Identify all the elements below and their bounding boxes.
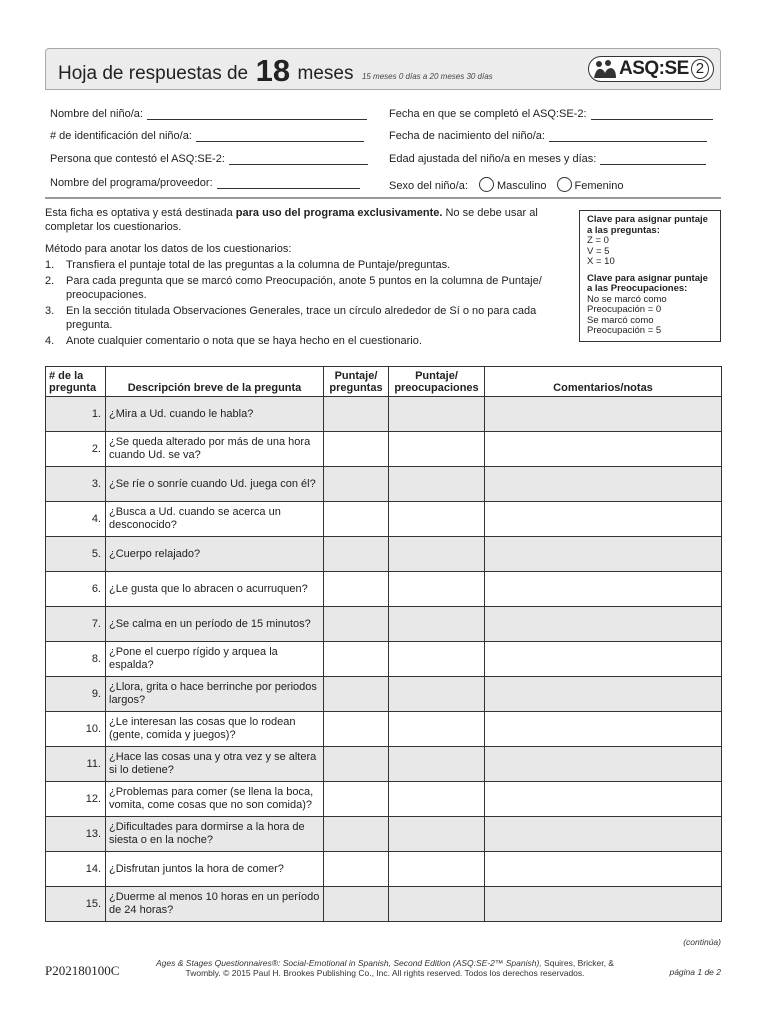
table-row [46, 432, 722, 467]
question-number: 14. [46, 852, 106, 887]
intro-text-end: No se debe usar al completar los cuestionarios. [45, 207, 538, 233]
child-name-field[interactable] [50, 108, 367, 120]
col-header-description: Descripción breve de la pregunta [106, 367, 324, 397]
step-item [45, 304, 570, 332]
question-number: 15. [46, 887, 106, 922]
score-concerns-cell[interactable] [389, 502, 485, 537]
question-description: ¿Se ríe o sonríe cuando Ud. juega con él? [106, 467, 324, 502]
score-concerns-cell[interactable] [389, 537, 485, 572]
key-concerns-title: Clave para asignar puntaje a las Preocupaciones: [587, 272, 708, 294]
question-description: ¿Problemas para comer (se llena la boca, vomita, come cosas que no son comida)? [106, 782, 324, 817]
score-questions-cell[interactable] [324, 467, 389, 502]
question-description: ¿Duerme al menos 10 horas en un período de 24 horas? [106, 887, 324, 922]
page-title [58, 53, 493, 89]
score-concerns-cell[interactable] [389, 782, 485, 817]
table-row [46, 607, 722, 642]
question-description: ¿Disfrutan juntos la hora de comer? [106, 852, 324, 887]
method-title: Método para anotar los datos de los cuestionarios: [45, 243, 292, 255]
comments-cell[interactable] [485, 432, 722, 467]
adjusted-age-label: Edad ajustada del niño/a en meses y días: [389, 153, 597, 165]
citation-title: Ages & Stages Questionnaires®: Social-Emotional in Spanish, Second Edition (ASQ:SE-2™ Spanish), [156, 958, 542, 968]
score-questions-cell[interactable] [324, 887, 389, 922]
score-questions-cell[interactable] [324, 502, 389, 537]
title-months-word: meses [297, 63, 354, 84]
step-text: Para cada pregunta que se marcó como Preocupación, anote 5 puntos en la columna de Puntaje/ preocupaciones. [66, 275, 542, 301]
table-header-row [46, 367, 722, 397]
step-item [45, 334, 570, 348]
score-questions-cell[interactable] [324, 782, 389, 817]
question-number: 3. [46, 467, 106, 502]
key-concern-line: Preocupación = 5 [587, 325, 662, 336]
instructions [45, 206, 570, 350]
score-questions-cell[interactable] [324, 817, 389, 852]
question-description: ¿Cuerpo relajado? [106, 537, 324, 572]
key-concern-line: Preocupación = 0 [587, 304, 662, 315]
step-number: 4. [45, 335, 55, 347]
sex-label: Sexo del niño/a: [389, 180, 468, 192]
male-radio[interactable] [479, 177, 494, 192]
score-concerns-cell[interactable] [389, 607, 485, 642]
question-description: ¿Se calma en un período de 15 minutos? [106, 607, 324, 642]
score-questions-cell[interactable] [324, 712, 389, 747]
col-header-score-concerns: Puntaje/ preocupaciones [389, 367, 485, 397]
form-code: P202180100C [45, 963, 120, 978]
birth-date-field[interactable] [389, 130, 707, 142]
question-description: ¿Busca a Ud. cuando se acerca un desconocido? [106, 502, 324, 537]
date-completed-label: Fecha en que se completó el ASQ:SE-2: [389, 108, 587, 120]
score-concerns-cell[interactable] [389, 852, 485, 887]
copyright-citation [150, 958, 620, 978]
question-number: 2. [46, 432, 106, 467]
table-row [46, 397, 722, 432]
question-description: ¿Dificultades para dormirse a la hora de siesta o en la noche? [106, 817, 324, 852]
question-number: 13. [46, 817, 106, 852]
child-id-label: # de identificación del niño/a: [50, 130, 192, 142]
question-number: 8. [46, 642, 106, 677]
respondent-field[interactable] [50, 153, 368, 165]
table-row [46, 537, 722, 572]
child-id-line[interactable] [196, 131, 364, 142]
program-line[interactable] [217, 178, 360, 189]
date-completed-line[interactable] [591, 109, 713, 120]
step-number: 3. [45, 305, 55, 317]
col-header-number: # de la pregunta [46, 367, 106, 397]
question-number: 5. [46, 537, 106, 572]
comments-cell[interactable] [485, 467, 722, 502]
score-concerns-cell[interactable] [389, 712, 485, 747]
question-number: 4. [46, 502, 106, 537]
score-questions-cell[interactable] [324, 572, 389, 607]
respondent-line[interactable] [229, 154, 368, 165]
sex-field [389, 177, 623, 192]
table-row [46, 782, 722, 817]
score-questions-cell[interactable] [324, 397, 389, 432]
intro-paragraph [45, 206, 570, 234]
score-questions-cell[interactable] [324, 852, 389, 887]
step-text: Anote cualquier comentario o nota que se haya hecho en el cuestionario. [66, 335, 422, 347]
question-description: ¿Le interesan las cosas que lo rodean (gente, comida y juegos)? [106, 712, 324, 747]
program-label: Nombre del programa/proveedor: [50, 177, 213, 189]
question-number: 6. [46, 572, 106, 607]
table-row [46, 677, 722, 712]
adjusted-age-line[interactable] [600, 154, 706, 165]
score-concerns-cell[interactable] [389, 642, 485, 677]
steps-list [45, 258, 570, 348]
score-questions-cell[interactable] [324, 747, 389, 782]
key-v: V = 5 [587, 245, 610, 257]
table-row [46, 467, 722, 502]
question-number: 11. [46, 747, 106, 782]
age-range: 15 meses 0 días a 20 meses 30 días [361, 72, 493, 81]
score-concerns-cell[interactable] [389, 432, 485, 467]
question-number: 7. [46, 607, 106, 642]
respondent-label: Persona que contestó el ASQ:SE-2: [50, 153, 225, 165]
title-prefix: Hoja de respuestas de [58, 63, 249, 84]
comments-cell[interactable] [485, 782, 722, 817]
score-questions-cell[interactable] [324, 537, 389, 572]
female-label: Femenino [574, 180, 624, 192]
comments-cell[interactable] [485, 852, 722, 887]
citation-text: Squires, Bricker, & Twombly. © 2015 Paul H. Brookes Publishing Co., Inc. All rights reserved. Todos los derechos reservados. [185, 958, 614, 978]
page-header [45, 48, 721, 90]
intro-text-start: Esta ficha es optativa y está destinada [45, 207, 236, 219]
score-concerns-cell[interactable] [389, 887, 485, 922]
birth-date-line[interactable] [549, 131, 707, 142]
score-concerns-cell[interactable] [389, 817, 485, 852]
key-questions-title: Clave para asignar puntaje a las preguntas: [587, 214, 708, 236]
intro-text-bold: para uso del programa exclusivamente. [235, 207, 443, 219]
question-description: ¿Hace las cosas una y otra vez y se altera si lo detiene? [106, 747, 324, 782]
step-text: Transfiera el puntaje total de las preguntas a la columna de Puntaje/preguntas. [66, 259, 451, 271]
comments-cell[interactable] [485, 642, 722, 677]
asq-se2-logo [588, 56, 714, 82]
step-item [45, 274, 570, 302]
table-row [46, 852, 722, 887]
child-name-label: Nombre del niño/a: [50, 108, 143, 120]
comments-cell[interactable] [485, 397, 722, 432]
score-concerns-cell[interactable] [389, 397, 485, 432]
key-x: X = 10 [587, 256, 615, 267]
comments-cell[interactable] [485, 712, 722, 747]
question-description: ¿Se queda alterado por más de una hora cuando Ud. se va? [106, 432, 324, 467]
score-concerns-cell[interactable] [389, 467, 485, 502]
table-row [46, 817, 722, 852]
child-name-line[interactable] [147, 109, 367, 120]
question-number: 10. [46, 712, 106, 747]
score-concerns-cell[interactable] [389, 677, 485, 712]
col-header-comments: Comentarios/notas [485, 367, 722, 397]
question-description: ¿Le gusta que lo abracen o acurruquen? [106, 572, 324, 607]
logo-text: ASQ:SE [619, 58, 689, 79]
date-completed-field[interactable] [389, 108, 713, 120]
birth-date-label: Fecha de nacimiento del niño/a: [389, 130, 545, 142]
question-description: ¿Llora, grita o hace berrinche por periodos largos? [106, 677, 324, 712]
comments-cell[interactable] [485, 677, 722, 712]
comments-cell[interactable] [485, 747, 722, 782]
comments-cell[interactable] [485, 817, 722, 852]
question-description: ¿Mira a Ud. cuando le habla? [106, 397, 324, 432]
table-row [46, 887, 722, 922]
question-number: 9. [46, 677, 106, 712]
table-row [46, 747, 722, 782]
key-concern-line: No se marcó como [587, 293, 667, 305]
question-number: 1. [46, 397, 106, 432]
score-questions-cell[interactable] [324, 432, 389, 467]
score-concerns-cell[interactable] [389, 572, 485, 607]
score-questions-cell[interactable] [324, 677, 389, 712]
comments-cell[interactable] [485, 502, 722, 537]
female-radio[interactable] [557, 177, 572, 192]
family-icon [593, 59, 617, 79]
col-header-score-questions: Puntaje/ preguntas [324, 367, 389, 397]
table-row [46, 642, 722, 677]
comments-cell[interactable] [485, 887, 722, 922]
comments-cell[interactable] [485, 537, 722, 572]
table-row [46, 502, 722, 537]
question-description: ¿Pone el cuerpo rígido y arquea la espalda? [106, 642, 324, 677]
page-number: página 1 de 2 [669, 967, 721, 977]
step-text: En la sección titulada Observaciones Generales, trace un círculo alrededor de Sí o no para cada pregunta. [66, 305, 537, 331]
step-number: 1. [45, 259, 55, 271]
answer-table [45, 366, 722, 922]
question-number: 12. [46, 782, 106, 817]
table-row [46, 572, 722, 607]
comments-cell[interactable] [485, 572, 722, 607]
score-questions-cell[interactable] [324, 642, 389, 677]
continued-note: (continúa) [683, 937, 721, 947]
child-id-field[interactable] [50, 130, 364, 142]
score-questions-cell[interactable] [324, 607, 389, 642]
title-months-number: 18 [255, 53, 291, 88]
adjusted-age-field[interactable] [389, 153, 706, 165]
key-concern-line: Se marcó como [587, 314, 654, 326]
table-row [46, 712, 722, 747]
score-concerns-cell[interactable] [389, 747, 485, 782]
key-z: Z = 0 [587, 235, 609, 246]
comments-cell[interactable] [485, 607, 722, 642]
logo-number: 2 [691, 59, 709, 79]
male-label: Masculino [496, 180, 547, 192]
step-number: 2. [45, 275, 55, 287]
section-divider [45, 197, 721, 199]
step-item [45, 258, 570, 272]
program-field[interactable] [50, 177, 360, 189]
scoring-key-box [579, 210, 721, 342]
